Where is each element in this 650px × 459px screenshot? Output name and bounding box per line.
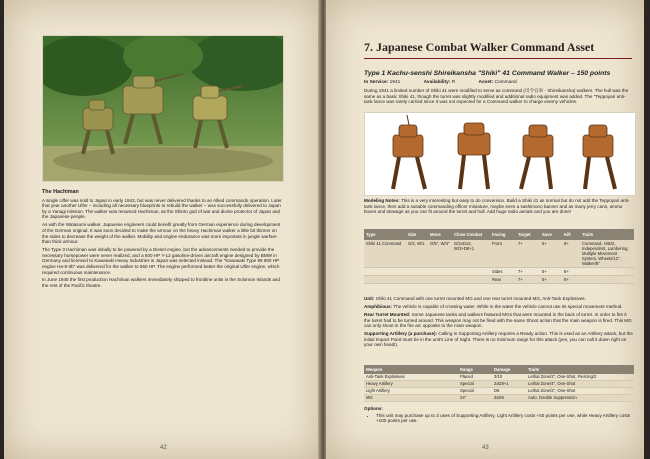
col-header: Traits [580,229,634,240]
hachiman-walker-photo [42,35,284,182]
col-header: Damage [492,365,526,374]
section-heading: The Hachiman [42,189,79,195]
col-header: Traits [526,365,634,374]
page-number: 43 [482,445,489,451]
table-row: Heavy Artillery Special 2xD8+1 Lethal Zone/4", One-Shot [364,381,634,388]
command-walker-photo [364,112,636,196]
options: Options: • This unit may purchase up to 3 uses of Supporting Artillery. Light Artillery costs +50 points per use, while Heavy Artillery costs +100 points per use. [364,406,634,424]
col-header: Save [540,229,562,240]
col-header: Range [458,365,492,374]
paragraph: As with the Watasumi walker, Japanese engineers could benefit greatly from German experience during development of the German original. It was soon decided to make the armour on the heavy Hachiman walker a little bit thinner on the sides to decrease the weight of the walker. Mobility and engine endurance was more important in jungle warfare than thick armour. [42,222,281,245]
col-header: Weapon [364,365,458,374]
supporting-artillery-rule: Supporting Artillery (a purchase): Calling in Supporting Artillery requires a Ready action. This is used as an Artillery attack, but the initial Impact Point must be in the unit's Line of Sight. There is no minimum range for this attack (yes, you can call it down right on your own head!). [364,331,633,348]
rear-turret-rule: Rear Turret Mounted: Some Japanese tanks and walkers featured MGs that were mounted in the back of turret. In order to fire it the turret had to be turned around. This weapon may not be fired with the same Shoot action that the main weapon is fired. This MG can only shoot in the fire arc opposite to the main weapon. [364,311,632,329]
col-header: Type [364,229,406,240]
col-header: Close Combat [452,229,490,240]
table-row: Anti-Tank Explosives Placed 3/10 Lethal Zone/2", One-Shot, Piercing/2 [364,374,634,381]
col-header: Move [428,229,452,240]
table-row: Shiki 41 Command G/2, W/1 G/5", W/4" G/2xD12, W/3+D8+1 Front 7+ 5+ 8+ Command, Hits/2, Independent, Lumbering, Multiple Movement System, Wheels/12", Walker/8" [364,240,634,268]
intro-text: During 1941 a limited number of Shiki 41 were modified to serve as command (司令官車 - Shireikansha) walkers. The hull was the same as a basic Shiki 41, though the turret was slightly modified and additional radio equipment was added. The "Teppoyari anti-tank lance was rarely carried since it was not expected for a Command walker to charge enemy vehicles. [364,88,629,105]
unit-title: Type 1 Kachu-senshi Shireikansha "Shiki" 41 Command Walker – 150 points [364,70,611,77]
page-number: 42 [160,445,167,451]
service-line: In Service: 1941 Availability: R Asset: Command [364,80,517,85]
paragraph: A single Ulfer was sold to Japan in early 1943, but was never delivered thanks to an Allied commando operation. Later that year another Ulfer – including all necessary blueprints to rebuild the walker – was successfully delivered to Japan by a Yanagi mission. The walker was renamed Hachiman, as the Shinto god of war and divine protector of Japan and the Japanese people. [42,197,282,220]
paragraph: The Type 3 Hachiman was initially to be powered by a Diesel engine, but the advancements needed to provide the necessary horsepower were never realized, and a 600 HP Y-12 gasoline-driven aircraft engine designed by BMW in Germany and licensed to Kawasaki Heavy Industries in Japan was selected instead. The "Kawasaki Type 99 600 HP engine Ha-9-IIb" was delivered for the walker to 550 HP. The engine performed better the original Ulfer engine, which required continuous maintenance. [42,247,280,275]
title-rule [364,58,632,59]
rules-text [364,296,634,350]
option-item: • This unit may purchase up to 3 uses of Supporting Artillery. Light Artillery costs +50 points per use, while Heavy Artillery costs +100 points per use. [376,413,634,424]
col-header: Facing [490,229,516,240]
table-row: Rear 7+ 5+ 8+ [364,276,634,284]
stats-table [364,229,634,284]
col-header: Size [406,229,428,240]
right-page [326,0,644,459]
modeling-notes: Modeling Notes: This is a very interesting but easy to do conversion. Build a Shiki 41 as normal but do not add the Teppoyari anti-tank lance, then add a suitable commanding officer miniature, maybe even a sashimono banner and as many jerry cans, ammo boxes and stowage as you can fit around the turret and hull. Add huge radio aerials and you are done! [364,198,630,215]
amphibious-rule: Amphibious: The vehicle is capable of crossing water. While in the water the vehicle cannot use its special movement method. [364,303,623,309]
left-page [4,0,320,459]
table-row: Sides 7+ 5+ 8+ [364,268,634,276]
weapons-table [364,365,634,402]
unit-rule: Unit: Shiki 41 Command with one turret mounted MG and one rear turret mounted MG, Anti-Tank Explosives. [364,296,586,301]
table-row: Light Artillery Special D6 Lethal Zone/2", One-Shot [364,388,634,395]
hachiman-text [42,190,284,291]
col-header: Target [516,229,540,240]
section-title: 7. Japanese Combat Walker Command Asset [364,40,595,54]
table-row: MG 24" 3xD6 Auto, Double Suppression [364,395,634,402]
col-header: Kill [562,229,580,240]
paragraph: In June 1945 the first production Hachiman walkers immediately shipped to frontline units in the Solomon Islands and the rest of the Pacific theatre. [42,277,280,289]
